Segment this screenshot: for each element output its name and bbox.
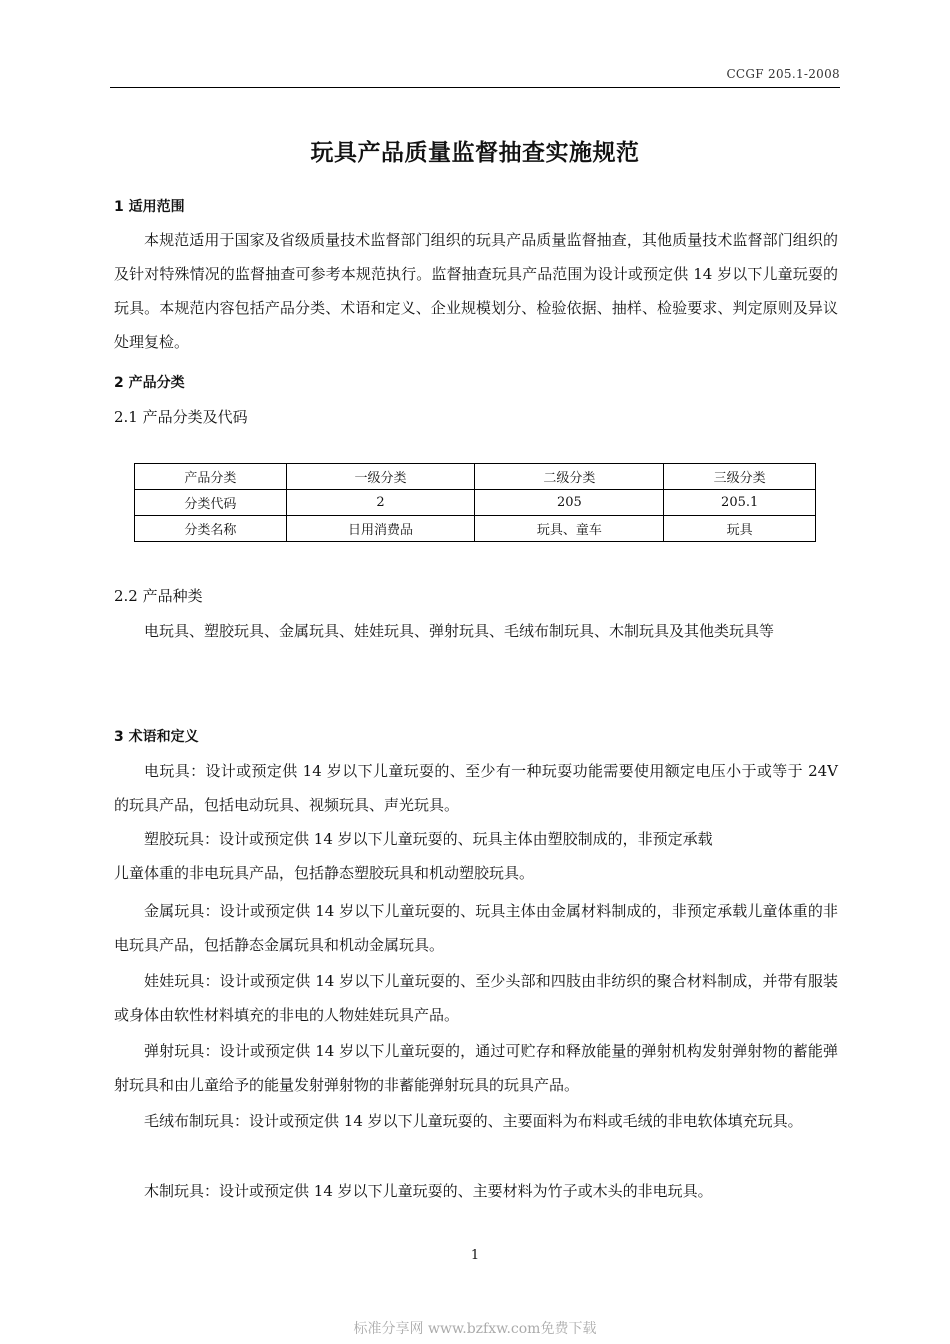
- table-cell: 205: [475, 490, 664, 516]
- table-cell: 205.1: [664, 490, 816, 516]
- definition-electric-toys: 电玩具：设计或预定供 14 岁以下儿童玩耍的、至少有一种玩耍功能需要使用额定电压小于或等于 24V 的玩具产品，包括电动玩具、视频玩具、声光玩具。: [114, 762, 838, 814]
- section-2-1-heading: 2.1 产品分类及代码: [114, 408, 248, 426]
- definition-metal-toys: 金属玩具：设计或预定供 14 岁以下儿童玩耍的、玩具主体由金属材料制成的，非预定承载儿童体重的非电玩具产品，包括静态金属玩具和机动金属玩具。: [114, 902, 838, 954]
- table-row: [135, 490, 816, 516]
- table-cell: 玩具: [664, 516, 816, 542]
- page-title: 玩具产品质量监督抽查实施规范: [310, 140, 640, 166]
- table-cell: 分类名称: [135, 516, 287, 542]
- definition-doll-toys: 娃娃玩具：设计或预定供 14 岁以下儿童玩耍的、至少头部和四肢由非纺织的聚合材料制成，并带有服装或身体由软性材料填充的非电的人物娃娃玩具产品。: [114, 972, 838, 1024]
- definition-plush-toys: 毛绒布制玩具：设计或预定供 14 岁以下儿童玩耍的、主要面料为布料或毛绒的非电软体填充玩具。: [144, 1112, 803, 1130]
- section-1-paragraph: 本规范适用于国家及省级质量技术监督部门组织的玩具产品质量监督抽查，其他质量技术监督部门组织的及针对特殊情况的监督抽查可参考本规范执行。监督抽查玩具产品范围为设计或预定供 14 岁以下儿童玩耍的玩具。本规范内容包括产品分类、术语和定义、企业规模划分、检验依据、抽样、检验要求、判定原则及异议处理复检。: [114, 231, 838, 351]
- table-cell: 一级分类: [286, 464, 475, 490]
- definition-plastic-toys-cont: 儿童体重的非电玩具产品，包括静态塑胶玩具和机动塑胶玩具。: [114, 864, 535, 882]
- section-3-heading: 3 术语和定义: [114, 729, 199, 745]
- definition-projectile-toys: 弹射玩具：设计或预定供 14 岁以下儿童玩耍的，通过可贮存和释放能量的弹射机构发射弹射物的蓄能弹射玩具和由儿童给予的能量发射弹射物的非蓄能弹射玩具的玩具产品。: [114, 1042, 838, 1094]
- definition-wooden-toys: 木制玩具：设计或预定供 14 岁以下儿童玩耍的、主要材料为竹子或木头的非电玩具。: [144, 1182, 713, 1200]
- table-cell: 分类代码: [135, 490, 287, 516]
- table-cell: 三级分类: [664, 464, 816, 490]
- table-cell: 玩具、童车: [475, 516, 664, 542]
- section-2-2-heading: 2.2 产品种类: [114, 587, 203, 605]
- table-cell: 日用消费品: [286, 516, 475, 542]
- classification-table: [134, 463, 816, 542]
- section-1-heading: 1 适用范围: [114, 199, 185, 215]
- watermark: 标准分享网 www.bzfxw.com免费下载: [353, 1321, 597, 1337]
- page-number: 1: [470, 1248, 480, 1263]
- header-rule: [110, 87, 840, 88]
- table-cell: 二级分类: [475, 464, 664, 490]
- table-cell: 产品分类: [135, 464, 287, 490]
- document-code: CCGF 205.1-2008: [726, 67, 840, 81]
- section-2-heading: 2 产品分类: [114, 375, 185, 391]
- table-row: [135, 516, 816, 542]
- table-cell: 2: [286, 490, 475, 516]
- table-header-row: [135, 464, 816, 490]
- section-2-2-paragraph: 电玩具、塑胶玩具、金属玩具、娃娃玩具、弹射玩具、毛绒布制玩具、木制玩具及其他类玩具等: [144, 622, 775, 640]
- definition-plastic-toys: 塑胶玩具：设计或预定供 14 岁以下儿童玩耍的、玩具主体由塑胶制成的，非预定承载: [144, 830, 713, 848]
